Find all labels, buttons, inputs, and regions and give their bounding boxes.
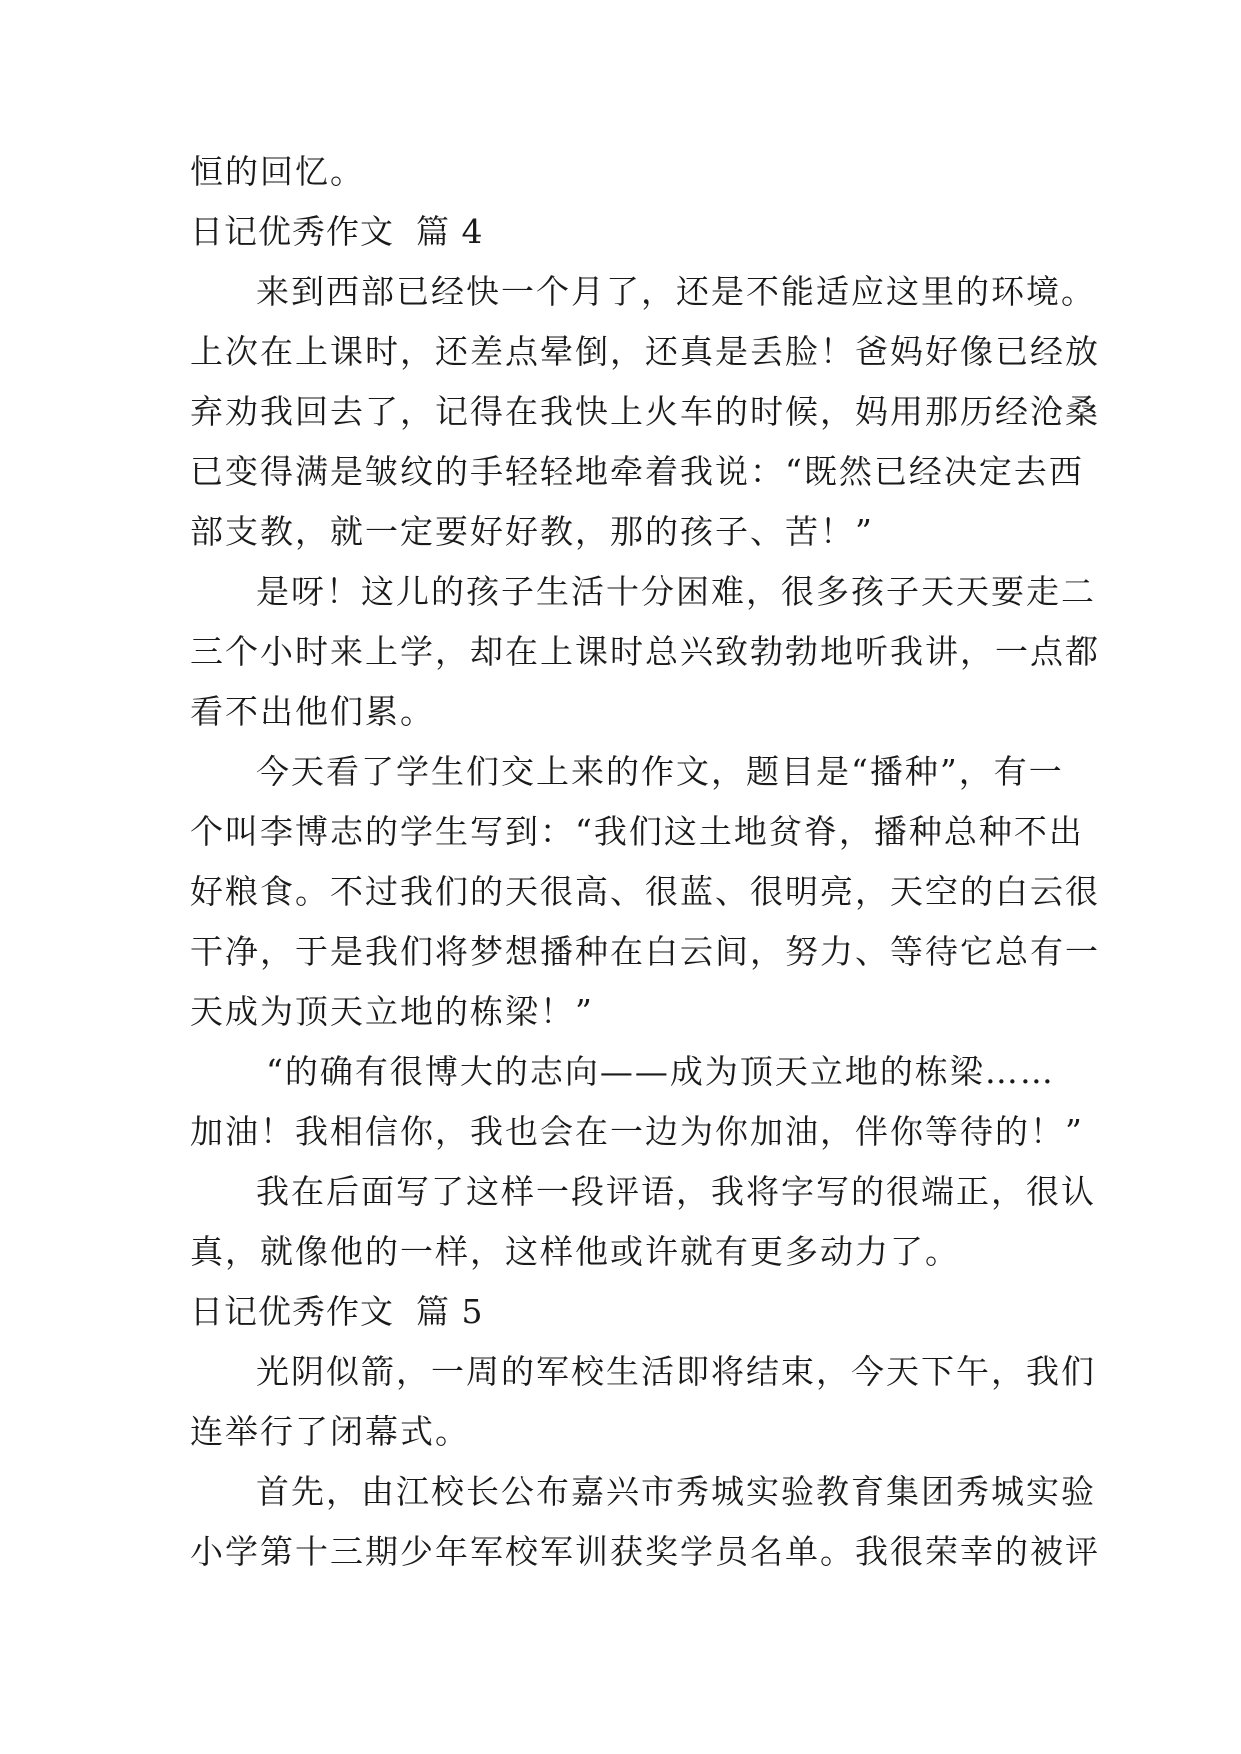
section-heading (190, 212, 484, 252)
text-line: 部支教，就一定要好好教，那的孩子、苦！” (190, 512, 874, 551)
paragraph-first-line: 光阴似箭，一周的军校生活即将结束，今天下午，我们 (256, 1352, 1096, 1391)
text-line: 小学第十三期少年军校军训获奖学员名单。我很荣幸的被评 (190, 1532, 1100, 1571)
heading-number: 篇 4 (416, 212, 484, 251)
text-line: 弃劝我回去了，记得在我快上火车的时候，妈用那历经沧桑 (190, 392, 1100, 431)
text-line: 已变得满是皱纹的手轻轻地牵着我说：“既然已经决定去西 (190, 452, 1084, 491)
heading-title: 日记优秀作文 (190, 212, 394, 251)
text-line: 干净，于是我们将梦想播种在白云间，努力、等待它总有一 (190, 932, 1100, 971)
text-line: 加油！我相信你，我也会在一边为你加油，伴你等待的！” (190, 1112, 1084, 1151)
paragraph-first-line: “的确有很博大的志向——成为顶天立地的栋梁…… (266, 1052, 1055, 1091)
text-line: 天成为顶天立地的栋梁！” (190, 992, 594, 1031)
text-line: 上次在上课时，还差点晕倒，还真是丢脸！爸妈好像已经放 (190, 332, 1100, 371)
paragraph-first-line: 首先，由江校长公布嘉兴市秀城实验教育集团秀城实验 (256, 1472, 1096, 1511)
text-line: 连举行了闭幕式。 (190, 1412, 470, 1451)
text-line: 三个小时来上学，却在上课时总兴致勃勃地听我讲，一点都 (190, 632, 1100, 671)
text-line: 真，就像他的一样，这样他或许就有更多动力了。 (190, 1232, 960, 1271)
heading-title: 日记优秀作文 (190, 1292, 394, 1331)
paragraph-first-line: 来到西部已经快一个月了，还是不能适应这里的环境。 (256, 272, 1096, 311)
text-line: 恒的回忆。 (190, 152, 365, 191)
text-line: 好粮食。不过我们的天很高、很蓝、很明亮，天空的白云很 (190, 872, 1100, 911)
heading-number: 篇 5 (416, 1292, 484, 1331)
paragraph-first-line: 我在后面写了这样一段评语，我将字写的很端正，很认 (256, 1172, 1096, 1211)
section-heading (190, 1292, 484, 1332)
text-line: 个叫李博志的学生写到：“我们这土地贫脊，播种总种不出 (190, 812, 1084, 851)
paragraph-first-line: 今天看了学生们交上来的作文，题目是“播种”，有一 (256, 752, 1064, 791)
text-line: 看不出他们累。 (190, 692, 435, 731)
paragraph-first-line: 是呀！这儿的孩子生活十分困难，很多孩子天天要走二 (256, 572, 1096, 611)
